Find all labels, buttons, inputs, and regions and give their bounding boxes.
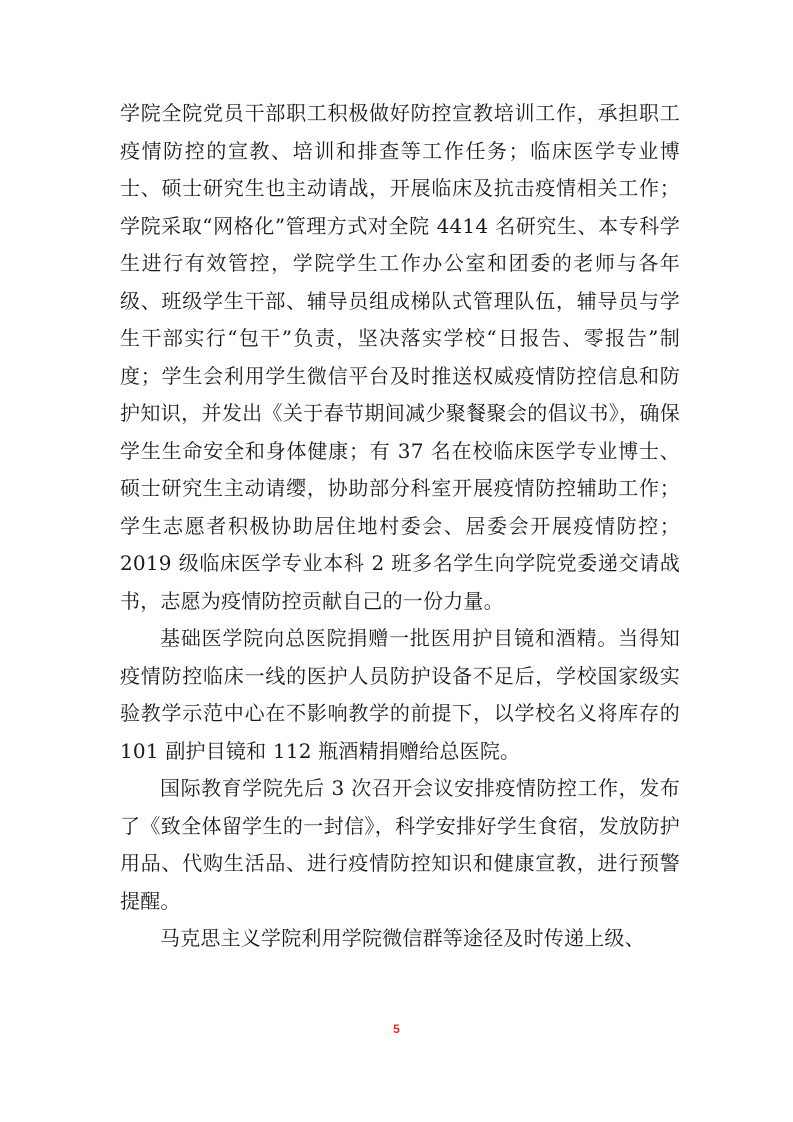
page-number: 5 [393,1022,400,1036]
paragraph-basic-medical-donation: 基础医学院向总医院捐赠一批医用护目镜和酒精。当得知疫情防控临床一线的医护人员防护设备不足后，学校国家级实验教学示范中心在不影响教学的前提下，以学校名义将库存的 101 副护目镜和 112 瓶酒精捐赠给总医院。 [120,626,680,763]
document-body [120,95,680,958]
paragraph-marxism-college: 马克思主义学院利用学院微信群等途径及时传递上级、 [160,926,645,950]
paragraph-college-prevention-work: 学院全院党员干部职工积极做好防控宣教培训工作，承担职工疫情防控的宣教、培训和排查等工作任务；临床医学专业博士、硕士研究生也主动请战，开展临床及抗击疫情相关工作；学院采取“网格化”管理方式对全院 4414 名研究生、本专科学生进行有效管控，学院学生工作办公室和团委的老师与各年级、班级学生干部、辅导员组成梯队式管理队伍，辅导员与学生干部实行“包干”负责，坚决落实学校“日报告、零报告”制度；学生会利用学生微信平台及时推送权威疫情防控信息和防护知识，并发出《关于春节期间减少聚餐聚会的倡议书》，确保学生生命安全和身体健康；有 37 名在校临床医学专业博士、硕士研究生主动请缨，协助部分科室开展疫情防控辅助工作；学生志愿者积极协助居住地村委会、居委会开展疫情防控；2019 级临床医学专业本科 2 班多名学生向学院党委递交请战书，志愿为疫情防控贡献自己的一份力量。 [120,101,680,613]
paragraph-international-education: 国际教育学院先后 3 次召开会议安排疫情防控工作，发布了《致全体留学生的一封信》，科学安排好学生食宿，发放防护用品、代购生活品、进行疫情防控知识和健康宣教，进行预警提醒。 [120,776,680,913]
